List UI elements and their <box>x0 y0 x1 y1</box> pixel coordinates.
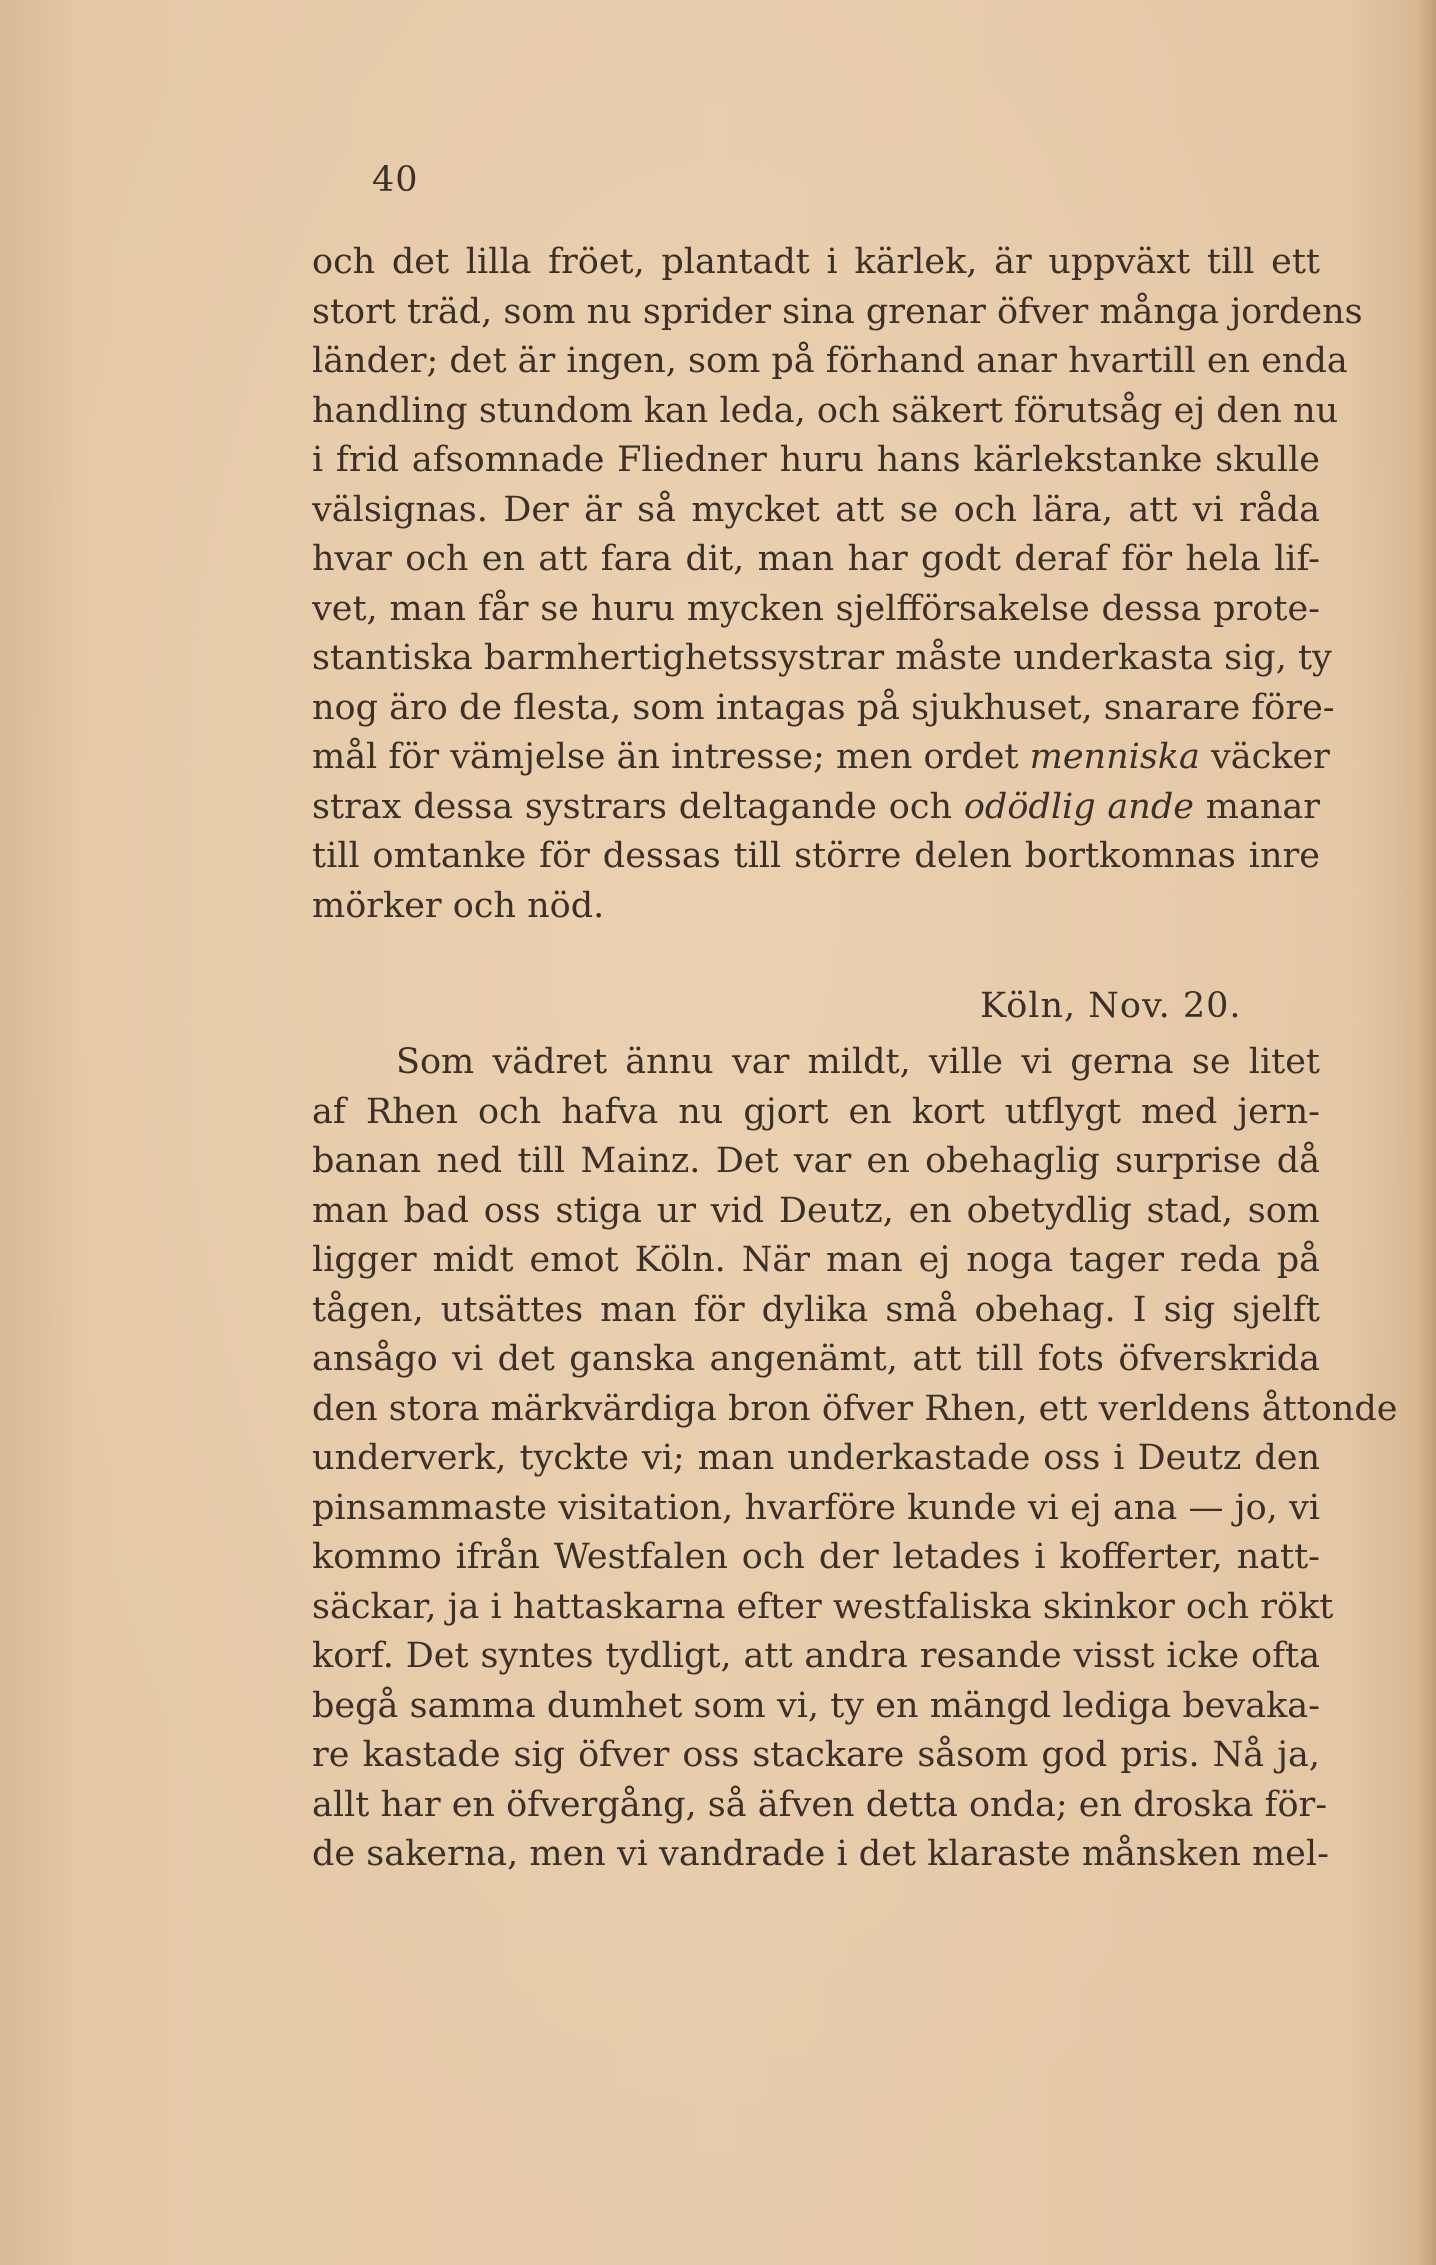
text-line: tågen, utsättes man för dylika små obehag. I sig sjelft <box>312 1289 1320 1330</box>
text-line: kommo ifrån Westfalen och der letades i kofferter, natt- <box>312 1537 1320 1577</box>
text-segment: mål för vämjelse än intresse; men ordet <box>312 737 1030 777</box>
text-line: de sakerna, men vi vandrade i det klaraste månsken mel- <box>312 1834 1329 1874</box>
text-line: af Rhen och hafva nu gjort en kort utflygt med jern- <box>312 1091 1320 1132</box>
text-line <box>312 783 1320 833</box>
text-line: man bad oss stiga ur vid Deutz, en obetydlig stad, som <box>312 1190 1320 1231</box>
text-line: mörker och nöd. <box>312 885 605 926</box>
text-line: ligger midt emot Köln. När man ej noga tager reda på <box>312 1240 1320 1280</box>
text-line: begå samma dumhet som vi, ty en mängd lediga bevaka- <box>312 1685 1320 1726</box>
text-segment: strax dessa systrars deltagande och <box>312 786 964 827</box>
text-line: hvar och en att fara dit, man har godt deraf för hela lif- <box>312 539 1320 579</box>
text-line: pinsammaste visitation, hvarföre kunde vi ej ana — jo, vi <box>312 1487 1320 1528</box>
page-edge-shadow <box>1418 0 1436 2265</box>
text-line: re kastade sig öfver oss stackare såsom god pris. Nå ja, <box>312 1735 1320 1775</box>
text-line: vet, man får se huru mycken sjelfförsakelse dessa prote- <box>312 588 1320 629</box>
text-line: till omtanke för dessas till större delen bortkomnas inre <box>312 836 1320 876</box>
text-line: ansågo vi det ganska angenämt, att till fots öfverskrida <box>312 1339 1320 1379</box>
text-line: och det lilla fröet, plantadt i kärlek, är uppväxt till ett <box>312 242 1320 282</box>
text-line: stantiska barmhertighetssystrar måste underkasta sig, ty <box>312 638 1332 678</box>
italic-phrase: odödlig ande <box>963 786 1194 827</box>
text-line: länder; det är ingen, som på förhand anar hvartill en enda <box>312 341 1348 381</box>
text-line: korf. Det syntes tydligt, att andra resande visst icke ofta <box>312 1636 1320 1676</box>
text-line: nog äro de flesta, som intagas på sjukhuset, snarare före- <box>312 687 1335 728</box>
text-line: säckar, ja i hattaskarna efter westfaliska skinkor och rökt <box>312 1586 1334 1627</box>
text-line: stort träd, som nu sprider sina grenar öfver många jordens <box>312 291 1363 332</box>
text-line: välsignas. Der är så mycket att se och lära, att vi råda <box>312 489 1320 530</box>
text-line: underverk, tyckte vi; man underkastade oss i Deutz den <box>312 1438 1320 1478</box>
text-segment: väcker <box>1199 737 1330 777</box>
italic-word: menniska <box>1029 737 1200 777</box>
text-line <box>312 733 1330 783</box>
paragraph-2 <box>312 1038 1398 1880</box>
text-line: handling stundom kan leda, och säkert förutsåg ej den nu <box>312 390 1339 431</box>
text-line: allt har en öfvergång, så äfven detta onda; en droska för- <box>312 1784 1328 1825</box>
dateline: Köln, Nov. 20. <box>980 986 1242 1026</box>
page-number: 40 <box>372 160 419 200</box>
text-segment: manar <box>1193 786 1320 827</box>
paragraph-1 <box>312 238 1363 931</box>
text-line: banan ned till Mainz. Det var en obehaglig surprise då <box>312 1141 1320 1181</box>
text-line: i frid afsomnade Fliedner huru hans kärlekstanke skulle <box>312 440 1320 480</box>
text-line: den stora märkvärdiga bron öfver Rhen, ett verldens åttonde <box>312 1388 1398 1429</box>
text-line: Som vädret ännu var mildt, ville vi gerna se litet <box>396 1042 1320 1082</box>
